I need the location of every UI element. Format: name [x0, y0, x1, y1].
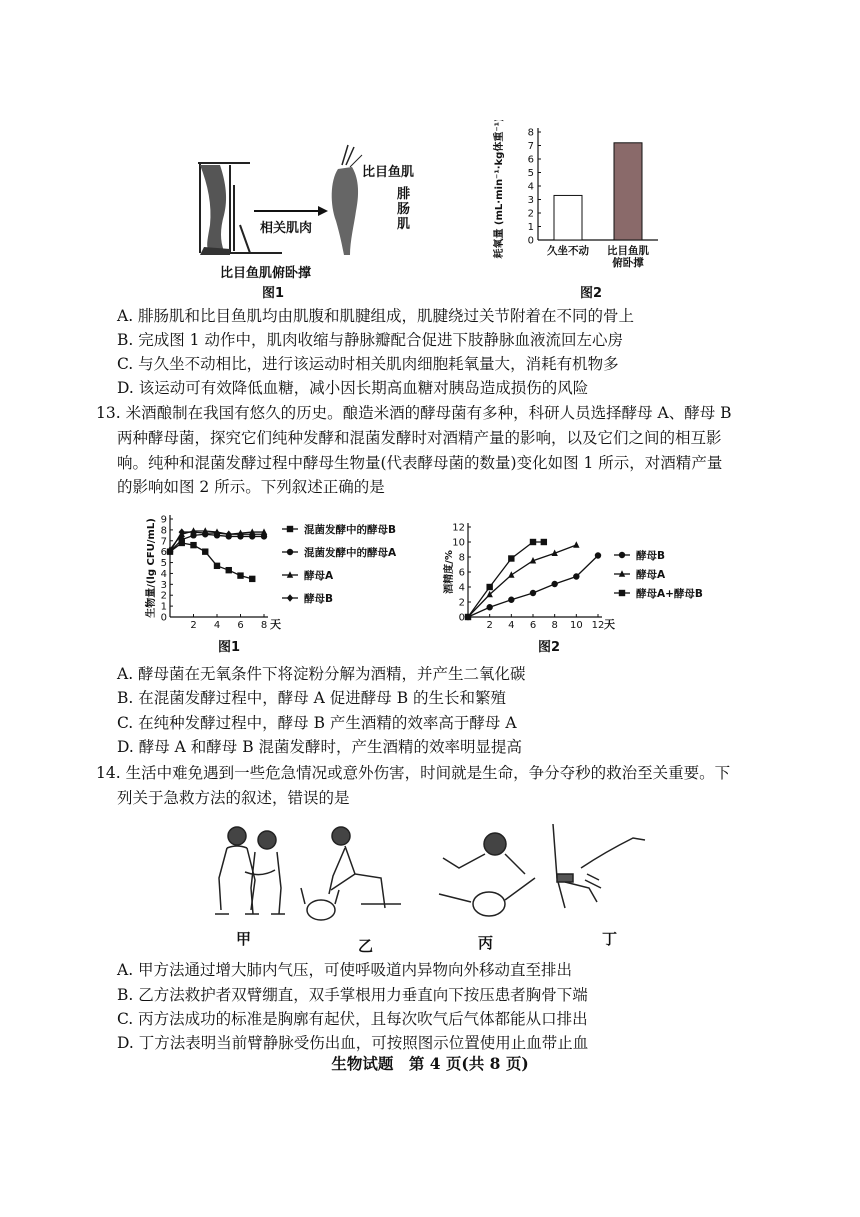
series-1 [167, 540, 256, 582]
q13-fig1-caption: 图1 [218, 640, 241, 655]
bar-1 [554, 195, 582, 240]
q13-option-c: C. 在纯种发酵过程中，酵母 B 产生酒精的效率高于酵母 A [117, 714, 517, 732]
y-tick-label: 6 [458, 567, 465, 579]
x-tick-label: 比目鱼肌 [607, 245, 649, 257]
oxygen-consumption-bar-chart [468, 120, 668, 290]
y-tick-label: 0 [458, 612, 465, 624]
legend-label: 酵母A [636, 569, 666, 581]
data-point [573, 541, 579, 547]
legend-label: 混菌发酵中的酵母B [304, 524, 397, 536]
alcohol-line-chart [438, 515, 738, 635]
data-point [530, 590, 536, 596]
y-tick-label: 7 [160, 536, 167, 548]
y-tick-label: 10 [452, 537, 465, 549]
data-point [465, 614, 471, 620]
x-unit-label: 天 [604, 618, 615, 631]
y-tick-label: 3 [527, 195, 534, 206]
q14-option-d: D. 丁方法表明当前臂静脉受伤出血，可按照图示位置使用止血带止血 [117, 1034, 589, 1052]
series-2 [465, 541, 580, 619]
q13-stem-line-1: 13. 米酒酿制在我国有悠久的历史。酿造米酒的酵母菌有多种，科研人员选择酵母 A、酵母 B [96, 404, 732, 422]
data-point [486, 584, 492, 590]
x-tick-label: 4 [213, 620, 221, 631]
gastrocnemius-label: 腓 肠 肌 [397, 187, 411, 232]
q13-fig2-caption: 图2 [538, 640, 561, 655]
tourniquet-figure [553, 824, 645, 908]
biomass-line-chart [140, 505, 430, 635]
legend-entry-1 [614, 549, 665, 562]
bar-2 [614, 143, 642, 240]
data-point [508, 571, 514, 577]
legend-label: 酵母A+酵母B [636, 588, 703, 600]
legend-marker [619, 590, 625, 596]
legend-label: 酵母B [636, 550, 666, 562]
y-tick-label: 0 [527, 235, 534, 247]
q13-stem-line-3: 响。纯种和混菌发酵过程中酵母生物量(代表酵母菌的数量)变化如图 1 所示，对酒精产量 [117, 454, 723, 472]
data-point [508, 555, 514, 561]
data-point [541, 539, 547, 545]
x-tick-label: 8 [260, 620, 268, 631]
legend-label: 混菌发酵中的酵母A [304, 547, 397, 559]
x-tick-label: 10 [569, 620, 583, 631]
y-axis-label: 耗氧量 (mL·min⁻¹·kg体重⁻¹) [494, 120, 505, 259]
q12-option-b: B. 完成图 1 动作中，肌肉收缩与静脉瓣配合促进下肢静脉血液流回左心房 [117, 331, 623, 349]
q13-option-a: A. 酵母菌在无氧条件下将淀粉分解为酒精，并产生二氧化碳 [117, 665, 526, 683]
y-tick-label: 3 [160, 579, 167, 591]
data-point [551, 581, 557, 587]
y-tick-label: 6 [160, 547, 167, 559]
x-tick-label: 4 [508, 620, 515, 631]
legend-label: 酵母B [304, 593, 334, 605]
data-point [237, 572, 243, 578]
y-tick-label: 2 [527, 208, 534, 220]
panel-label-ding: 丁 [602, 930, 618, 948]
x-tick-label: 6 [529, 620, 537, 631]
legend-entry-4 [282, 592, 333, 605]
y-tick-label: 9 [160, 514, 167, 526]
y-tick-label: 6 [527, 154, 534, 166]
data-point [214, 563, 220, 569]
q12-option-d: D. 该运动可有效降低血糖，减小因长期高血糖对胰岛造成损伤的风险 [117, 379, 589, 397]
q12-fig2 [468, 120, 668, 290]
y-tick-label: 5 [527, 168, 534, 179]
heimlich-figure [215, 827, 285, 914]
y-axis-label: 生物量/(lg CFU/mL) [146, 518, 157, 618]
y-tick-label: 8 [458, 552, 465, 564]
legend-marker [287, 526, 293, 532]
legend-entry-2 [282, 546, 397, 559]
panel-label-yi: 乙 [358, 937, 374, 955]
q12-fig1-caption: 图1 [262, 286, 285, 301]
q13-stem-line-2: 两种酵母菌，探究它们纯种发酵和混菌发酵时对酒精产量的影响，以及它们之间的相互影 [117, 429, 722, 447]
related-muscle-label: 相关肌肉 [260, 221, 313, 236]
q12-option-a: A. 腓肠肌和比目鱼肌均由肌腹和肌腱组成，肌腱绕过关节附着在不同的骨上 [117, 307, 635, 325]
q13-stem-line-4: 的影响如图 2 所示。下列叙述正确的是 [117, 478, 385, 496]
x-tick-label: 8 [551, 620, 558, 631]
panel-label-jia: 甲 [236, 930, 252, 948]
data-point [226, 567, 232, 573]
soleus-label: 比目鱼肌 [362, 165, 415, 180]
data-point [573, 573, 579, 579]
x-tick-label: 12 [591, 620, 605, 631]
q12-option-c: C. 与久坐不动相比，进行该运动时相关肌肉细胞耗氧量大，消耗有机物多 [117, 355, 619, 373]
legend-entry-2 [614, 568, 666, 581]
data-point [508, 597, 514, 603]
q14-option-c: C. 丙方法成功的标准是胸廓有起伏，且每次吹气后气体都能从口排出 [117, 1010, 588, 1028]
data-point [249, 576, 255, 582]
cpr-figure [301, 827, 401, 920]
legend-label: 酵母A [304, 570, 334, 582]
x-unit-label: 天 [270, 618, 281, 631]
legend-marker [287, 594, 293, 601]
q13-fig1 [140, 505, 430, 635]
y-tick-label: 8 [527, 127, 534, 139]
y-tick-label: 8 [160, 525, 167, 537]
q13-option-d: D. 酵母 A 和酵母 B 混菌发酵时，产生酒精的效率明显提高 [117, 738, 523, 756]
panel-label-bing: 丙 [478, 934, 494, 952]
first-aid-illustrations [205, 818, 655, 938]
y-tick-label: 5 [160, 558, 167, 570]
legend-entry-3 [614, 587, 703, 600]
x-tick-label: 2 [486, 620, 493, 631]
y-tick-label: 2 [160, 590, 167, 602]
y-tick-label: 12 [452, 522, 465, 534]
y-tick-label: 1 [527, 222, 534, 233]
q13-option-b: B. 在混菌发酵过程中，酵母 A 促进酵母 B 的生长和繁殖 [117, 689, 507, 707]
x-tick-label: 俯卧撑 [612, 257, 644, 269]
y-tick-label: 0 [160, 612, 167, 624]
q14-stem-line-2: 列关于急救方法的叙述，错误的是 [117, 789, 350, 807]
q14-option-b: B. 乙方法救护者双臂绷直，双手掌根用力垂直向下按压患者胸骨下端 [117, 986, 588, 1004]
y-tick-label: 4 [160, 568, 167, 580]
data-point [595, 552, 601, 558]
first-aid-figures [205, 818, 655, 938]
fig1-subtitle: 比目鱼肌俯卧撑 [220, 266, 312, 281]
legend-marker [619, 552, 625, 558]
q14-option-a: A. 甲方法通过增大肺内气压，可使呼吸道内异物向外移动直至排出 [117, 961, 573, 979]
legend-marker [287, 549, 293, 555]
q14-stem-line-1: 14. 生活中难免遇到一些危急情况或意外伤害，时间就是生命，争分夺秒的救治至关重要。下 [96, 764, 731, 782]
x-tick-label: 久坐不动 [547, 245, 589, 257]
y-axis-label: 酒精度/% [444, 550, 455, 594]
y-tick-label: 2 [458, 597, 465, 609]
x-tick-label: 6 [237, 620, 244, 631]
y-tick-label: 1 [160, 601, 167, 613]
legend-entry-3 [282, 569, 334, 582]
y-tick-label: 4 [458, 582, 465, 594]
data-point [530, 539, 536, 545]
data-point [190, 542, 196, 548]
y-tick-label: 4 [527, 181, 534, 193]
q12-fig2-caption: 图2 [580, 286, 603, 301]
data-point [202, 548, 208, 554]
series-line [468, 545, 576, 617]
rescue-breathing-figure [439, 833, 535, 916]
data-point [486, 604, 492, 610]
q13-fig2 [438, 515, 738, 635]
x-tick-label: 2 [190, 620, 197, 631]
page-footer: 生物试题 第 4 页(共 8 页) [331, 1054, 529, 1073]
y-tick-label: 7 [527, 141, 534, 152]
legend-entry-1 [282, 523, 396, 536]
